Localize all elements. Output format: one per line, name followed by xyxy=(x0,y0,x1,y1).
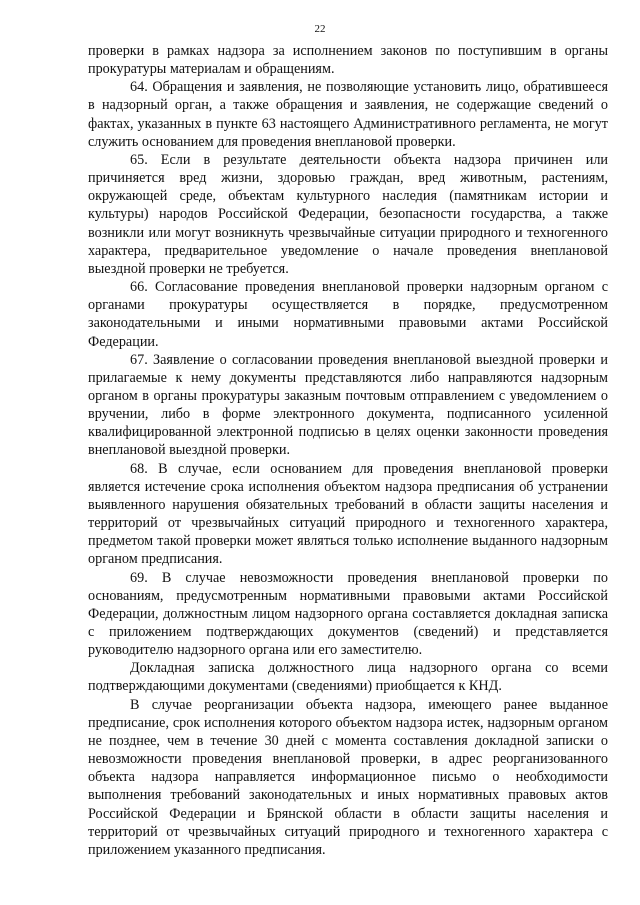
paragraph-68: 68. В случае, если основанием для проведения внеплановой проверки является истечение срока исполнения объектом надзора предписания об устранении выявленного нарушения обязательных требований в области защиты населения и территорий от чрезвычайных ситуаций природного и техногенного характера, предметом такой проверки может являться только исполнение выданного надзорным органом предписания. xyxy=(88,460,608,568)
paragraph-report-note: Докладная записка должностного лица надзорного органа со всеми подтверждающими документами (сведениями) приобщается к КНД. xyxy=(88,660,608,695)
page-number: 22 xyxy=(314,23,326,35)
paragraph-64: 64. Обращения и заявления, не позволяющие установить лицо, обратившееся в надзорный орган, а также обращения и заявления, не содержащие сведений о фактах, указанных в пункте 63 настоящего Административного регламента, не могут служить основанием для проведения внеплановой проверки. xyxy=(88,79,608,150)
paragraph-69: 69. В случае невозможности проведения внеплановой проверки по основаниям, предусмотренным нормативными правовыми актами Российской Федерации, должностным лицом надзорного органа составляется докладная записка с приложением подтверждающих документов (сведений) и представляется руководителю надзорного органа или его заместителю. xyxy=(88,569,608,659)
paragraph-continuation: проверки в рамках надзора за исполнением законов по поступившим в органы прокуратуры материалам и обращениям. xyxy=(88,43,608,78)
paragraph-reorganization: В случае реорганизации объекта надзора, имеющего ранее выданное предписание, срок исполнения которого объектом надзора истек, надзорным органом не позднее, чем в течение 30 дней с момента составления докладной записки о невозможности проведения внеплановой проверки, в адрес реорганизованного объекта надзора направляется информационное письмо о необходимости выполнения требований законодательных и иных нормативных правовых актов Российской Федерации и Брянской области в области защиты населения и территорий от чрезвычайных ситуаций природного и техногенного характера с приложением указанного предписания. xyxy=(88,696,608,858)
paragraph-66: 66. Согласование проведения внеплановой проверки надзорным органом с органами прокуратуры осуществляется в порядке, предусмотренном законодательными и иными нормативными правовыми актами Российской Федерации. xyxy=(88,279,608,350)
paragraph-65: 65. Если в результате деятельности объекта надзора причинен или причиняется вред жизни, здоровью граждан, вред животным, растениям, окружающей среде, объектам культурного наследия (памятникам истории и культуры) народов Российской Федерации, безопасности государства, а также возникли или могут возникнуть чрезвычайные ситуации природного и техногенного характера, предварительное уведомление о начале проведения внеплановой выездной проверки не требуется. xyxy=(88,151,608,277)
document-body xyxy=(88,42,608,859)
paragraph-67: 67. Заявление о согласовании проведения внеплановой выездной проверки и прилагаемые к нему документы представляются либо направляются надзорным органом в органы прокуратуры заказным почтовым отправлением с уведомлением о вручении, либо в форме электронного документа, подписанного усиленной квалифицированной электронной подписью в целях оценки законности проведения внеплановой выездной проверки. xyxy=(88,351,608,459)
